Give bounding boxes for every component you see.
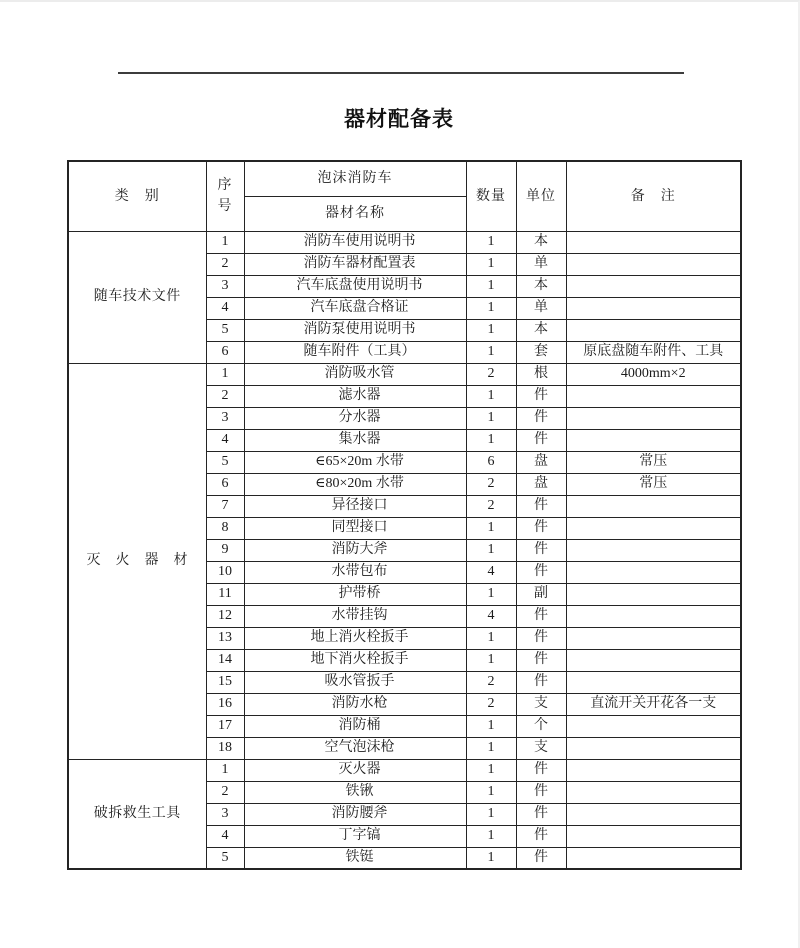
item-name-cell: 消防吸水管 [244, 363, 466, 385]
serial-number-cell: 1 [206, 759, 244, 781]
item-name-cell: 消防桶 [244, 715, 466, 737]
item-name-cell: 随车附件（工具） [244, 341, 466, 363]
quantity-cell: 4 [466, 561, 516, 583]
serial-number-cell: 3 [206, 407, 244, 429]
remark-cell: 常压 [566, 473, 741, 495]
category-cell: 随车技术文件 [68, 231, 206, 363]
item-name-cell: 地下消火栓扳手 [244, 649, 466, 671]
serial-number-cell: 2 [206, 253, 244, 275]
serial-number-cell: 1 [206, 231, 244, 253]
unit-cell: 根 [516, 363, 566, 385]
quantity-cell: 1 [466, 583, 516, 605]
serial-number-cell: 4 [206, 297, 244, 319]
remark-cell [566, 847, 741, 869]
quantity-cell: 1 [466, 385, 516, 407]
remark-cell [566, 407, 741, 429]
quantity-cell: 6 [466, 451, 516, 473]
unit-cell: 套 [516, 341, 566, 363]
quantity-cell: 1 [466, 759, 516, 781]
unit-cell: 件 [516, 671, 566, 693]
item-name-cell: 消防水枪 [244, 693, 466, 715]
header-category: 类 别 [68, 161, 206, 231]
serial-number-cell: 4 [206, 825, 244, 847]
unit-cell: 件 [516, 847, 566, 869]
item-name-cell: 汽车底盘使用说明书 [244, 275, 466, 297]
serial-number-cell: 6 [206, 341, 244, 363]
remark-cell [566, 539, 741, 561]
remark-cell [566, 429, 741, 451]
serial-number-cell: 3 [206, 275, 244, 297]
table-row [68, 231, 741, 253]
remark-cell [566, 605, 741, 627]
unit-cell: 支 [516, 737, 566, 759]
quantity-cell: 1 [466, 407, 516, 429]
serial-number-cell: 13 [206, 627, 244, 649]
item-name-cell: 消防泵使用说明书 [244, 319, 466, 341]
unit-cell: 个 [516, 715, 566, 737]
serial-number-cell: 3 [206, 803, 244, 825]
item-name-cell: 分水器 [244, 407, 466, 429]
item-name-cell: 集水器 [244, 429, 466, 451]
table-row [68, 363, 741, 385]
header-serial-number [206, 161, 244, 231]
quantity-cell: 2 [466, 363, 516, 385]
serial-number-cell: 4 [206, 429, 244, 451]
unit-cell: 件 [516, 605, 566, 627]
quantity-cell: 2 [466, 473, 516, 495]
quantity-cell: 1 [466, 341, 516, 363]
unit-cell: 件 [516, 539, 566, 561]
quantity-cell: 1 [466, 231, 516, 253]
item-name-cell: 消防腰斧 [244, 803, 466, 825]
remark-cell [566, 583, 741, 605]
serial-number-cell: 16 [206, 693, 244, 715]
unit-cell: 件 [516, 495, 566, 517]
item-name-cell: 异径接口 [244, 495, 466, 517]
unit-cell: 本 [516, 231, 566, 253]
quantity-cell: 1 [466, 847, 516, 869]
unit-cell: 支 [516, 693, 566, 715]
serial-number-cell: 18 [206, 737, 244, 759]
item-name-cell: 丁字镐 [244, 825, 466, 847]
unit-cell: 件 [516, 385, 566, 407]
quantity-cell: 2 [466, 693, 516, 715]
quantity-cell: 1 [466, 825, 516, 847]
quantity-cell: 1 [466, 803, 516, 825]
quantity-cell: 1 [466, 517, 516, 539]
item-name-cell: 水带包布 [244, 561, 466, 583]
category-cell: 灭 火 器 材 [68, 363, 206, 759]
item-name-cell: 空气泡沫枪 [244, 737, 466, 759]
item-name-cell: 铁铤 [244, 847, 466, 869]
table-row [68, 759, 741, 781]
unit-cell: 件 [516, 649, 566, 671]
unit-cell: 件 [516, 825, 566, 847]
remark-cell [566, 825, 741, 847]
quantity-cell: 1 [466, 275, 516, 297]
remark-cell [566, 671, 741, 693]
header-serial-number-label: 序号 [217, 177, 233, 215]
remark-cell [566, 781, 741, 803]
serial-number-cell: 9 [206, 539, 244, 561]
remark-cell: 常压 [566, 451, 741, 473]
quantity-cell: 2 [466, 495, 516, 517]
serial-number-cell: 10 [206, 561, 244, 583]
unit-cell: 件 [516, 517, 566, 539]
header-unit: 单位 [516, 161, 566, 231]
remark-cell [566, 627, 741, 649]
equipment-table [67, 160, 742, 870]
serial-number-cell: 5 [206, 319, 244, 341]
unit-cell: 本 [516, 319, 566, 341]
quantity-cell: 1 [466, 627, 516, 649]
header-remark: 备 注 [566, 161, 741, 231]
remark-cell: 原底盘随车附件、工具 [566, 341, 741, 363]
serial-number-cell: 5 [206, 847, 244, 869]
item-name-cell: 吸水管扳手 [244, 671, 466, 693]
item-name-cell: ∈65×20m 水带 [244, 451, 466, 473]
serial-number-cell: 2 [206, 385, 244, 407]
unit-cell: 本 [516, 275, 566, 297]
unit-cell: 件 [516, 407, 566, 429]
remark-cell: 直流开关开花各一支 [566, 693, 741, 715]
remark-cell [566, 297, 741, 319]
quantity-cell: 1 [466, 539, 516, 561]
remark-cell [566, 737, 741, 759]
remark-cell [566, 495, 741, 517]
quantity-cell: 1 [466, 715, 516, 737]
page-title: 器材配备表 [344, 107, 454, 131]
serial-number-cell: 11 [206, 583, 244, 605]
quantity-cell: 1 [466, 297, 516, 319]
remark-cell: 4000mm×2 [566, 363, 741, 385]
item-name-cell: 消防车使用说明书 [244, 231, 466, 253]
quantity-cell: 1 [466, 649, 516, 671]
item-name-cell: 滤水器 [244, 385, 466, 407]
remark-cell [566, 517, 741, 539]
unit-cell: 盘 [516, 451, 566, 473]
remark-cell [566, 319, 741, 341]
header-vehicle-type: 泡沫消防车 [244, 161, 466, 196]
serial-number-cell: 12 [206, 605, 244, 627]
item-name-cell: 灭火器 [244, 759, 466, 781]
quantity-cell: 1 [466, 319, 516, 341]
item-name-cell: 消防大斧 [244, 539, 466, 561]
item-name-cell: ∈80×20m 水带 [244, 473, 466, 495]
remark-cell [566, 253, 741, 275]
serial-number-cell: 1 [206, 363, 244, 385]
unit-cell: 件 [516, 781, 566, 803]
serial-number-cell: 7 [206, 495, 244, 517]
quantity-cell: 4 [466, 605, 516, 627]
remark-cell [566, 385, 741, 407]
serial-number-cell: 14 [206, 649, 244, 671]
unit-cell: 单 [516, 253, 566, 275]
unit-cell: 件 [516, 429, 566, 451]
remark-cell [566, 561, 741, 583]
header-quantity: 数量 [466, 161, 516, 231]
unit-cell: 副 [516, 583, 566, 605]
serial-number-cell: 15 [206, 671, 244, 693]
remark-cell [566, 649, 741, 671]
serial-number-cell: 8 [206, 517, 244, 539]
item-name-cell: 铁锹 [244, 781, 466, 803]
remark-cell [566, 231, 741, 253]
item-name-cell: 地上消火栓扳手 [244, 627, 466, 649]
quantity-cell: 1 [466, 253, 516, 275]
serial-number-cell: 5 [206, 451, 244, 473]
item-name-cell: 水带挂钩 [244, 605, 466, 627]
category-cell: 破拆救生工具 [68, 759, 206, 869]
serial-number-cell: 6 [206, 473, 244, 495]
serial-number-cell: 2 [206, 781, 244, 803]
remark-cell [566, 715, 741, 737]
quantity-cell: 1 [466, 737, 516, 759]
unit-cell: 件 [516, 759, 566, 781]
table-header-row-1 [68, 161, 741, 196]
unit-cell: 件 [516, 627, 566, 649]
quantity-cell: 1 [466, 429, 516, 451]
quantity-cell: 1 [466, 781, 516, 803]
quantity-cell: 2 [466, 671, 516, 693]
item-name-cell: 护带桥 [244, 583, 466, 605]
unit-cell: 单 [516, 297, 566, 319]
item-name-cell: 消防车器材配置表 [244, 253, 466, 275]
remark-cell [566, 803, 741, 825]
header-item-name: 器材名称 [244, 196, 466, 231]
item-name-cell: 同型接口 [244, 517, 466, 539]
unit-cell: 件 [516, 561, 566, 583]
item-name-cell: 汽车底盘合格证 [244, 297, 466, 319]
unit-cell: 件 [516, 803, 566, 825]
remark-cell [566, 759, 741, 781]
unit-cell: 盘 [516, 473, 566, 495]
serial-number-cell: 17 [206, 715, 244, 737]
header-rule [118, 72, 684, 74]
remark-cell [566, 275, 741, 297]
